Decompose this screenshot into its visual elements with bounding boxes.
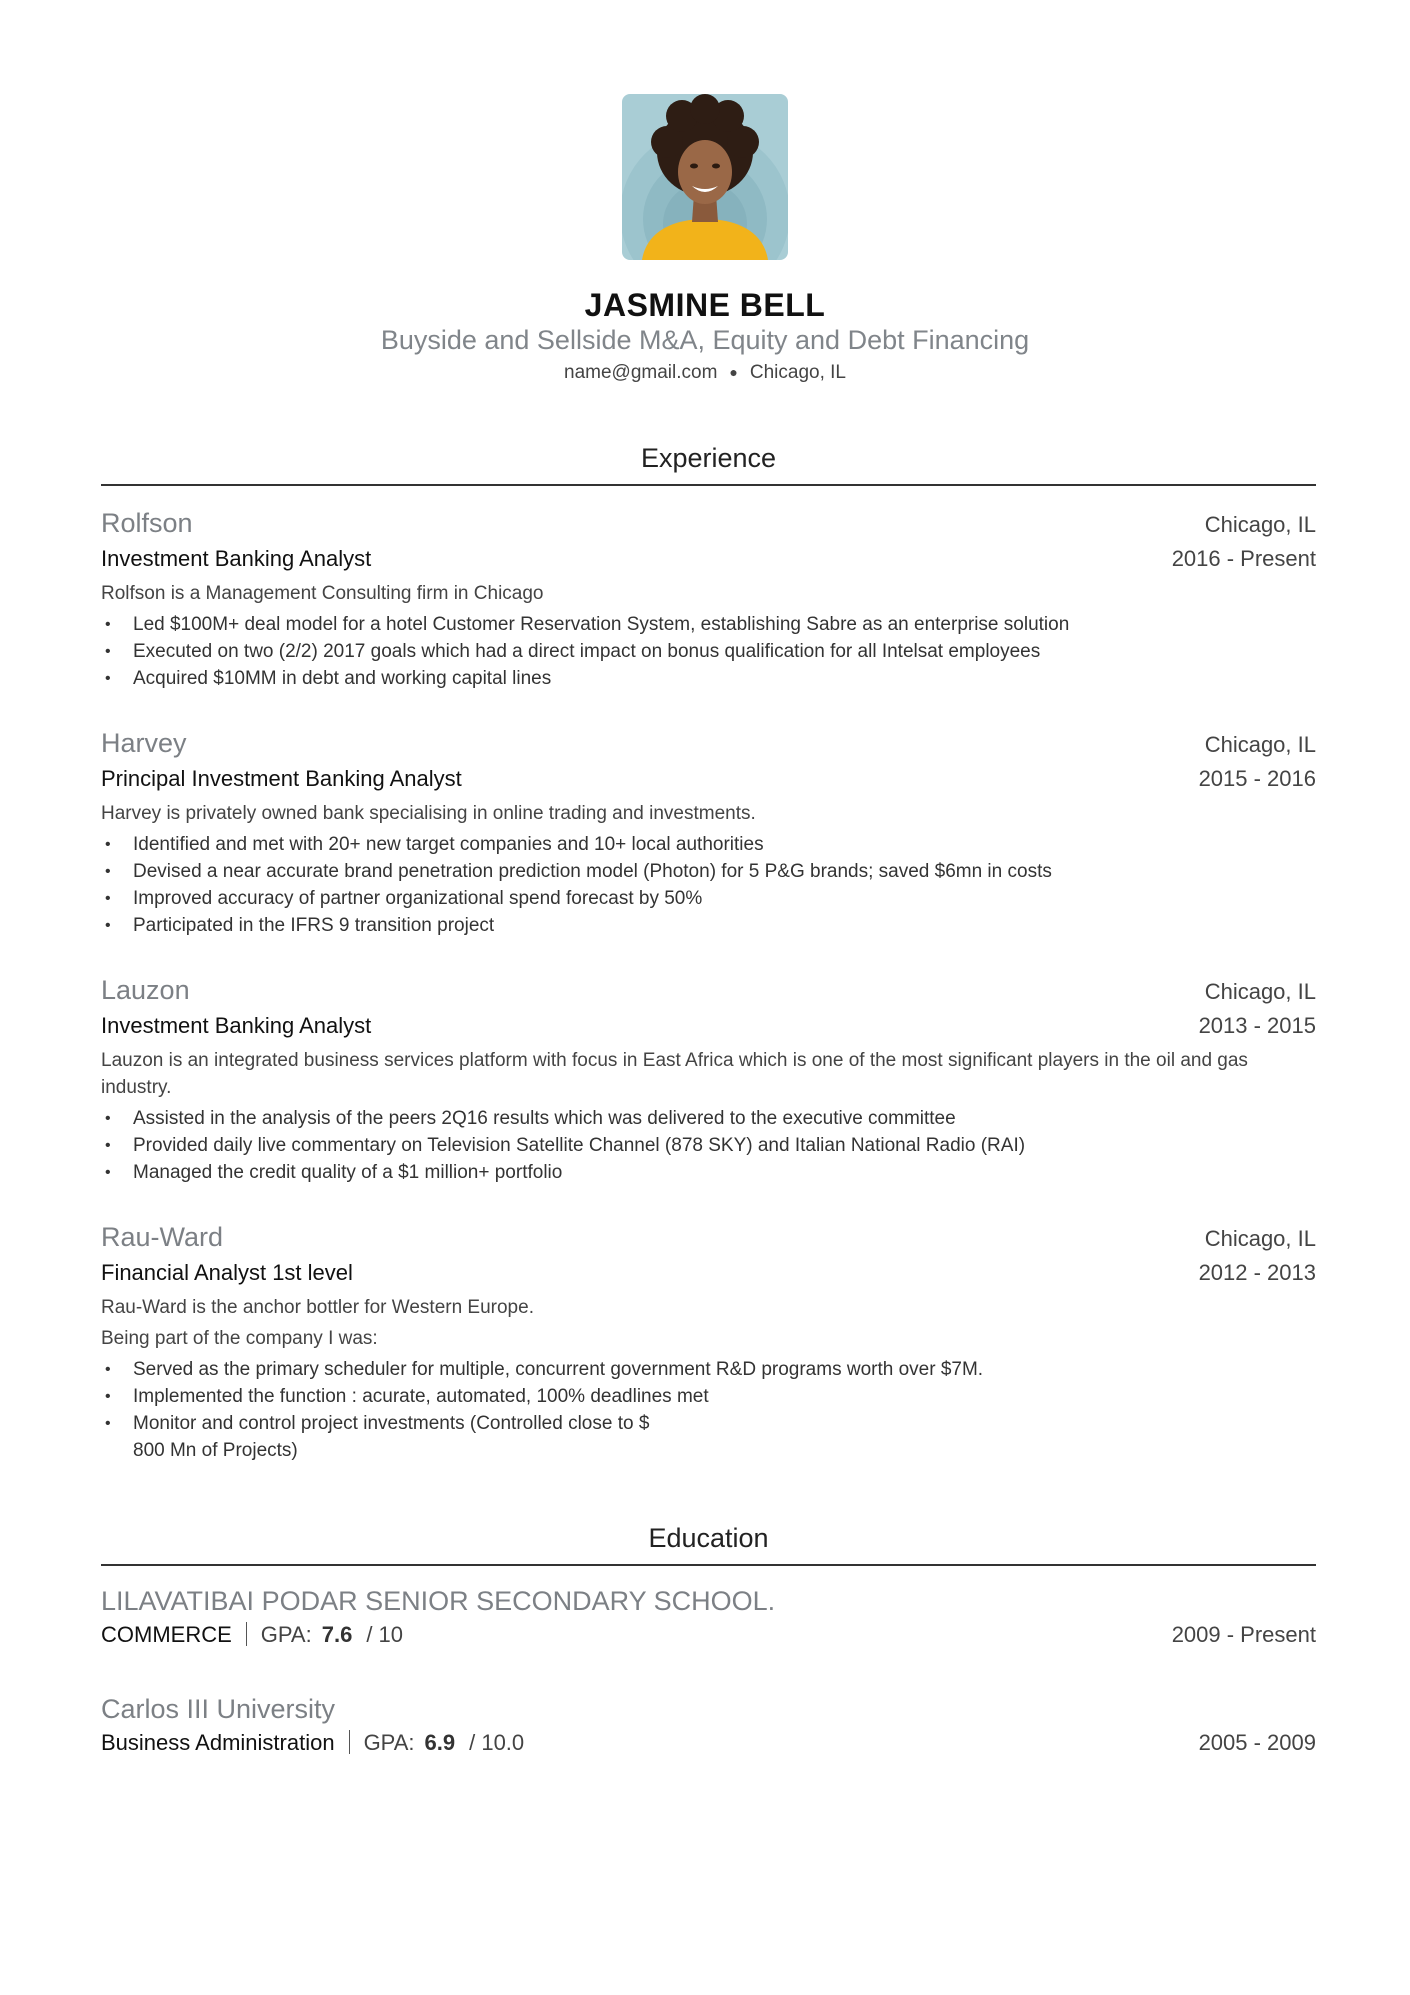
job-role-row <box>101 1009 1316 1043</box>
job-location: Chicago, IL <box>1204 732 1316 757</box>
job-entry <box>101 726 1316 939</box>
achievement-list <box>101 1356 1316 1464</box>
achievement-item: • Monitor and control project investments (Controlled close to $ 800 Mn of Projects) <box>101 1410 1316 1464</box>
company-name: Rau-Ward <box>101 1222 224 1252</box>
degree-name: COMMERCE <box>101 1622 232 1647</box>
job-entry <box>101 973 1316 1186</box>
achievement-item: • Improved accuracy of partner organizational spend forecast by 50% <box>101 885 1316 912</box>
job-role-row <box>101 1256 1316 1290</box>
gpa-max: / 10.0 <box>469 1730 525 1755</box>
education-list <box>101 1584 1316 1760</box>
experience-section <box>101 440 1316 1464</box>
job-header-row <box>101 973 1316 1009</box>
job-dates: 2016 - Present <box>1171 546 1316 571</box>
achievement-item: • Provided daily live commentary on Television Satellite Channel (878 SKY) and Italian National Radio (RAI) <box>101 1132 1316 1159</box>
section-title-education: Education <box>101 1520 1316 1566</box>
job-header-row <box>101 506 1316 542</box>
job-dates: 2015 - 2016 <box>1198 766 1316 791</box>
resume-header <box>0 94 1410 386</box>
experience-list <box>101 506 1316 1464</box>
job-title: Investment Banking Analyst <box>101 546 372 571</box>
candidate-name: JASMINE BELL <box>584 287 826 323</box>
job-dates: 2012 - 2013 <box>1198 1260 1316 1285</box>
job-title: Investment Banking Analyst <box>101 1013 372 1038</box>
achievement-list <box>101 611 1316 692</box>
company-description: Rau-Ward is the anchor bottler for Western Europe. <box>101 1297 534 1318</box>
section-title-experience: Experience <box>101 440 1316 486</box>
company-description: Being part of the company I was: <box>101 1328 378 1349</box>
job-role-row <box>101 762 1316 796</box>
separator-dot-icon: ● <box>729 364 738 380</box>
achievement-item: • Devised a near accurate brand penetration prediction model (Photon) for 5 P&G brands; saved $6mn in costs <box>101 858 1316 885</box>
company-description: Harvey is privately owned bank specialising in online trading and investments. <box>101 803 756 824</box>
avatar-portrait-icon <box>622 94 788 260</box>
job-title: Financial Analyst 1st level <box>101 1260 353 1285</box>
job-header-row <box>101 726 1316 762</box>
achievement-list <box>101 831 1316 939</box>
company-description: Lauzon is an integrated business services platform with focus in East Africa which is one of the most significant players in the oil and gas industry. <box>101 1050 1248 1098</box>
company-name: Rolfson <box>101 508 193 538</box>
company-name: Lauzon <box>101 975 190 1005</box>
education-dates: 2009 - Present <box>1171 1622 1316 1647</box>
gpa-value: 6.9 <box>424 1730 456 1755</box>
achievement-item: • Led $100M+ deal model for a hotel Customer Reservation System, establishing Sabre as an enterprise solution <box>101 611 1316 638</box>
achievement-list <box>101 1105 1316 1186</box>
job-dates: 2013 - 2015 <box>1198 1013 1316 1038</box>
job-header-row <box>101 1220 1316 1256</box>
achievement-item: • Served as the primary scheduler for multiple, concurrent government R&D programs worth over $7M. <box>101 1356 1316 1383</box>
degree-info <box>101 1726 524 1760</box>
email-link[interactable]: name@gmail.com <box>564 362 718 383</box>
education-dates: 2005 - 2009 <box>1198 1730 1316 1755</box>
gpa-max: / 10 <box>366 1622 404 1647</box>
achievement-item: • Implemented the function : acurate, automated, 100% deadlines met <box>101 1383 1316 1410</box>
job-entry <box>101 506 1316 692</box>
job-location: Chicago, IL <box>1204 512 1316 537</box>
education-entry <box>101 1584 1316 1652</box>
school-name: LILAVATIBAI PODAR SENIOR SECONDARY SCHOOL. <box>101 1586 776 1616</box>
divider <box>246 1622 247 1646</box>
education-section <box>101 1520 1316 1760</box>
education-entry <box>101 1692 1316 1760</box>
company-description: Rolfson is a Management Consulting firm in Chicago <box>101 583 544 604</box>
achievement-item: • Executed on two (2/2) 2017 goals which had a direct impact on bonus qualification for all Intelsat employees <box>101 638 1316 665</box>
gpa-label: GPA: <box>363 1730 415 1755</box>
degree-row <box>101 1618 1316 1652</box>
school-name: Carlos III University <box>101 1694 336 1724</box>
divider <box>349 1730 350 1754</box>
gpa-label: GPA: <box>260 1622 312 1647</box>
job-location: Chicago, IL <box>1204 979 1316 1004</box>
job-title: Principal Investment Banking Analyst <box>101 766 462 791</box>
job-location: Chicago, IL <box>1204 1226 1316 1251</box>
achievement-item: • Assisted in the analysis of the peers 2Q16 results which was delivered to the executive committee <box>101 1105 1316 1132</box>
achievement-item: • Managed the credit quality of a $1 million+ portfolio <box>101 1159 1316 1186</box>
location-text: Chicago, IL <box>749 362 846 383</box>
company-name: Harvey <box>101 728 187 758</box>
achievement-item: • Identified and met with 20+ new target companies and 10+ local authorities <box>101 831 1316 858</box>
achievement-item: • Acquired $10MM in debt and working capital lines <box>101 665 1316 692</box>
gpa-value: 7.6 <box>321 1622 353 1647</box>
job-entry <box>101 1220 1316 1464</box>
profile-photo <box>622 94 788 260</box>
candidate-headline: Buyside and Sellside M&A, Equity and Debt Financing <box>380 325 1030 355</box>
degree-name: Business Administration <box>101 1730 335 1755</box>
contact-line <box>0 359 1410 386</box>
achievement-item: • Participated in the IFRS 9 transition project <box>101 912 1316 939</box>
job-role-row <box>101 542 1316 576</box>
degree-row <box>101 1726 1316 1760</box>
degree-info <box>101 1618 403 1652</box>
